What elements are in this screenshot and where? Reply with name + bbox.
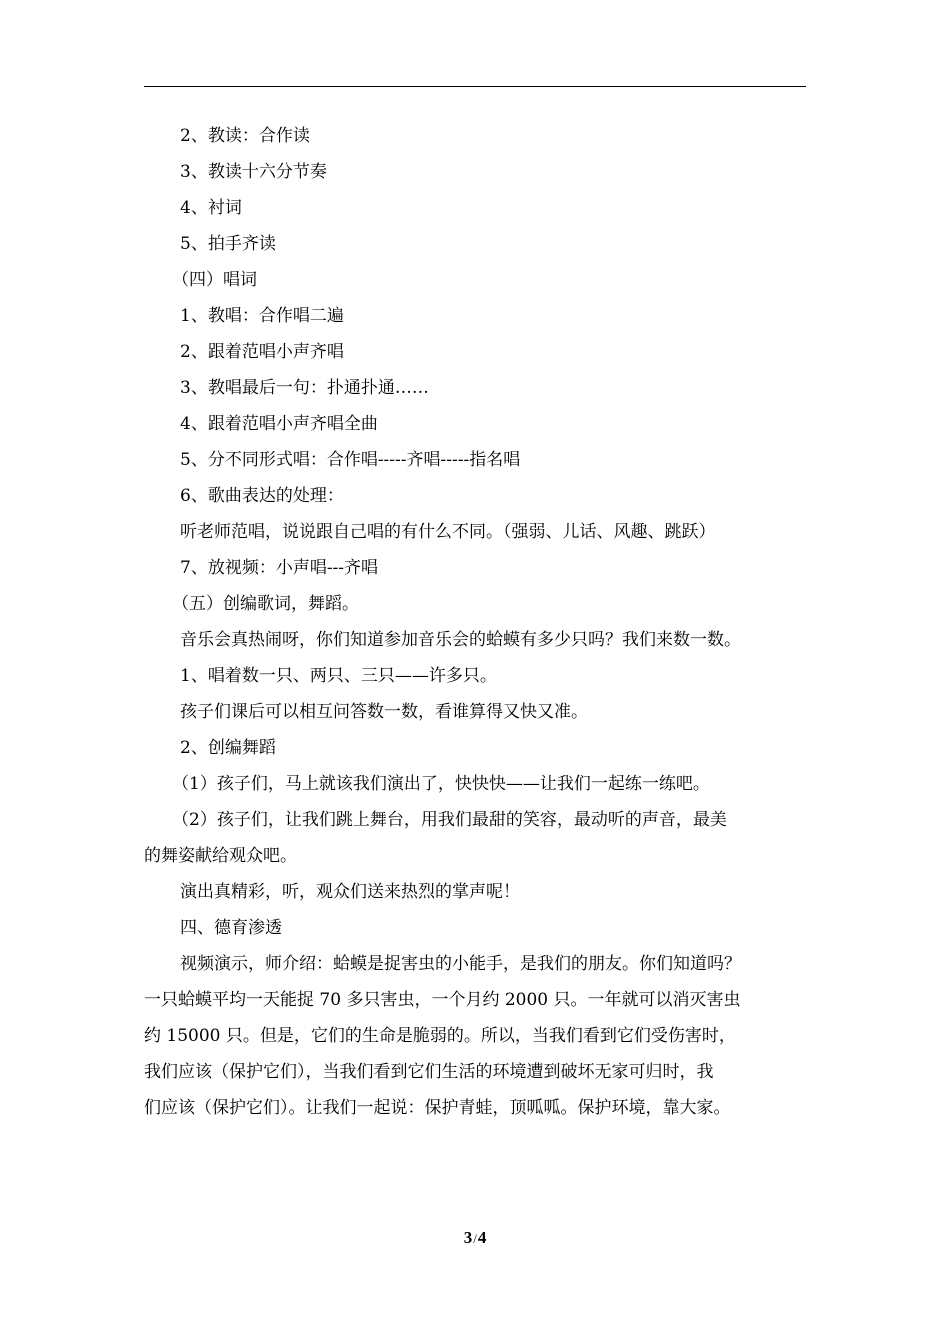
- paragraph-line: 2、教读：合作读: [180, 126, 310, 146]
- total-pages: 4: [477, 1228, 487, 1247]
- paragraph-line: 约 15000 只。但是，它们的生命是脆弱的。所以，当我们看到它们受伤害时，: [144, 1026, 736, 1046]
- paragraph-line: 听老师范唱，说说跟自己唱的有什么不同。（强弱、儿话、风趣、跳跃）: [180, 522, 716, 542]
- paragraph-line: （2）孩子们，让我们跳上舞台，用我们最甜的笑容，最动听的声音，最美: [172, 810, 727, 830]
- paragraph-line: 3、教唱最后一句：扑通扑通……: [180, 378, 429, 398]
- section-heading: （五）创编歌词，舞蹈。: [172, 594, 359, 614]
- paragraph-line: 5、分不同形式唱：合作唱-----齐唱-----指名唱: [180, 450, 521, 470]
- paragraph-line: 4、衬词: [180, 198, 242, 218]
- section-heading: （四）唱词: [172, 270, 257, 290]
- paragraph-line: 7、放视频：小声唱---齐唱: [180, 558, 379, 578]
- paragraph-line: 6、歌曲表达的处理：: [180, 486, 344, 506]
- section-heading: 四、德育渗透: [180, 918, 282, 938]
- paragraph-line: 5、拍手齐读: [180, 234, 276, 254]
- paragraph-line: 音乐会真热闹呀，你们知道参加音乐会的蛤蟆有多少只吗？我们来数一数。: [180, 630, 741, 650]
- paragraph-line: 4、跟着范唱小声齐唱全曲: [180, 414, 378, 434]
- paragraph-line: 2、创编舞蹈: [180, 738, 276, 758]
- paragraph-line: 1、唱着数一只、两只、三只——许多只。: [180, 666, 497, 686]
- paragraph-line: 3、教读十六分节奏: [180, 162, 327, 182]
- current-page: 3: [463, 1228, 473, 1247]
- paragraph-line: 们应该（保护它们）。让我们一起说：保护青蛙，顶呱呱。保护环境，靠大家。: [144, 1098, 731, 1118]
- paragraph-line: 一只蛤蟆平均一天能捉 70 多只害虫，一个月约 2000 只。一年就可以消灭害虫: [144, 990, 741, 1010]
- paragraph-line: 演出真精彩，听，观众们送来热烈的掌声呢！: [180, 882, 520, 902]
- paragraph-line: 我们应该（保护它们），当我们看到它们生活的环境遭到破坏无家可归时，我: [144, 1062, 714, 1082]
- paragraph-line: 的舞姿献给观众吧。: [144, 846, 297, 866]
- paragraph-line: 1、教唱：合作唱二遍: [180, 306, 344, 326]
- page-number: [0, 1228, 950, 1248]
- paragraph-line: 视频演示，师介绍：蛤蟆是捉害虫的小能手，是我们的朋友。你们知道吗？: [180, 954, 741, 974]
- paragraph-line: 孩子们课后可以相互问答数一数，看谁算得又快又准。: [180, 702, 588, 722]
- page-separator: /: [473, 1231, 477, 1246]
- document-body: [144, 118, 809, 1126]
- paragraph-line: 2、跟着范唱小声齐唱: [180, 342, 344, 362]
- paragraph-line: （1）孩子们，马上就该我们演出了，快快快——让我们一起练一练吧。: [172, 774, 710, 794]
- header-rule: [144, 86, 806, 87]
